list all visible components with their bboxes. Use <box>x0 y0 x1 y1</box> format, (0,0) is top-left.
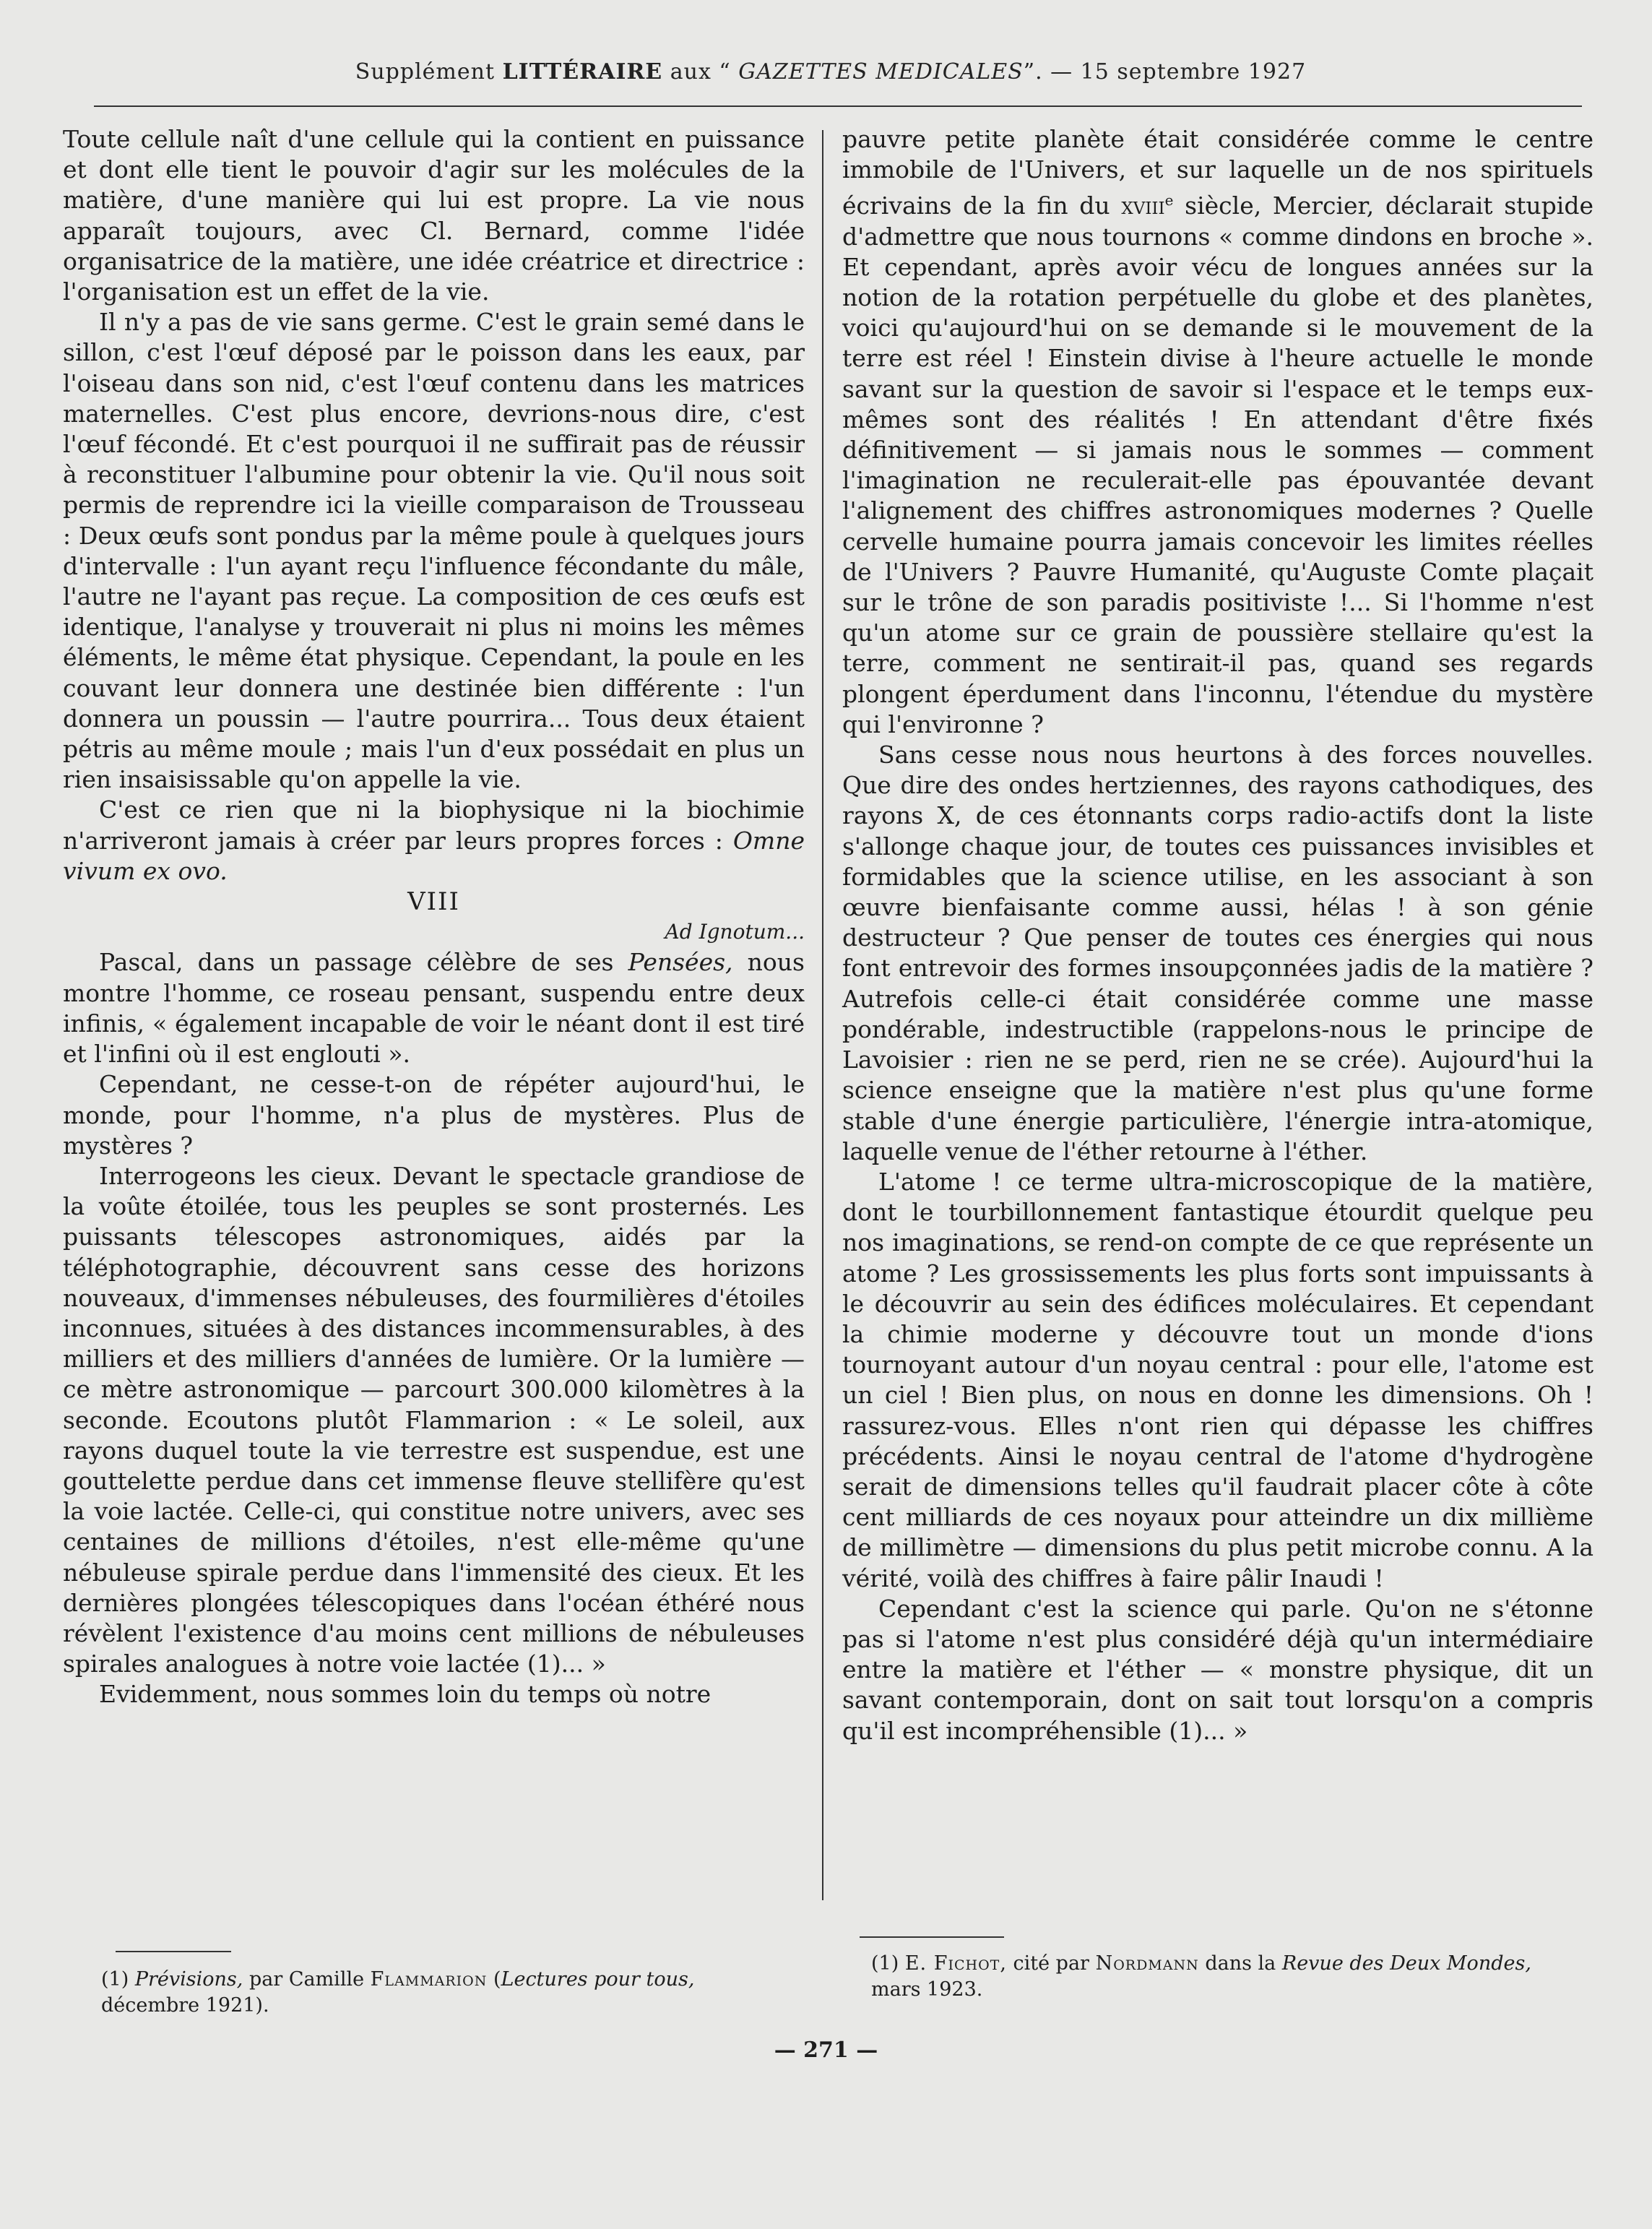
right-column <box>842 124 1593 1746</box>
footnote-right-mid: cité par <box>1013 1952 1089 1975</box>
paragraph-cell-origin: Toute cellule naît d'une cellule qui la contient en puissance et dont elle tient le pouvoir d'agir sur les molécules de la matière, d'une manière qui lui est propre. La vie nous apparaît toujours, avec Cl. Bernard, comme l'idée organisatrice de la matière, une idée créatrice et directrice : l'organisation est un effet de la vie. <box>63 125 805 306</box>
header-journal-name: GAZETTES MEDICALES <box>738 59 1024 85</box>
header-mid: aux “ <box>670 59 731 85</box>
section-number: VIII <box>407 887 460 917</box>
paragraph-mysteries: Cependant, ne cesse-t-on de répéter aujourd'hui, le monde, pour l'homme, n'a plus de mystères. Plus de mystères ? <box>63 1070 805 1160</box>
pensees-title: Pensées, <box>628 948 733 977</box>
paragraph-planet-lead: pauvre petite planète était considérée comme le centre immobile de l'Univers, et sur laquelle un de nos spirituels écrivains de la fin du <box>842 125 1593 220</box>
footnote-right-cited: Nordmann <box>1095 1952 1199 1975</box>
paragraph-planet <box>842 124 1593 740</box>
paragraph-omne-vivum <box>63 795 805 887</box>
footnote-left <box>101 1967 795 2019</box>
column-divider <box>822 130 823 1900</box>
footnote-right <box>871 1951 1586 2003</box>
paragraph-atome: L'atome ! ce terme ultra-microscopique de la matière, dont le tourbillonnement fantastique étourdit quelque peu nos imaginations, se rend-on compte de ce que représente un atome ? Les grossissements les plus forts sont impuissants à le découvrir au sein des édifices moléculaires. Et cependant la chimie moderne y découvre tout un monde d'ions tournoyant autour d'un noyau central : pour elle, l'atome est un ciel ! Bien plus, on nous en donne les dimensions. Oh ! rassurez-vous. Elles n'ont rien qui dépasse les chiffres précédents. Ainsi le noyau central de l'atome d'hydrogène serait de dimensions telles qu'il faudrait placer côte à côte cent milliards de ces noyaux pour atteindre un dix millième de millimètre — dimensions du plus petit microbe connu. A la vérité, voilà des chiffres à faire pâlir Inaudi ! <box>842 1167 1593 1592</box>
paragraph-pascal <box>63 947 805 1069</box>
paragraph-heavens: Interrogeons les cieux. Devant le spectacle grandiose de la voûte étoilée, tous les peuples se sont prosternés. Les puissants télescopes astronomiques, aidés par la téléphotographie, découvrent sans cesse des horizons nouveaux, d'immenses nébuleuses, des fourmilières d'étoiles inconnues, situées à des distances incommensurables, à des milliers et des milliers d'années de lumière. Or la lumière — ce mètre astronomique — parcourt 300.000 kilomètres à la seconde. Ecoutons plutôt Flammarion : « Le soleil, aux rayons duquel toute la vie terrestre est suspendue, est une gouttelette perdue dans cet immense fleuve stellifère qu'est la voie lactée. Celle-ci, qui constitue notre univers, avec ses centaines de millions d'étoiles, n'est elle-même qu'une nébuleuse spirale perdue dans l'immensité des cieux. Et les dernières plongées télescopiques dans l'océan éthéré nous révèlent l'existence d'au moins cent millions de nébuleuses spirales analogues à notre voie lactée (1)... » <box>63 1161 805 1678</box>
footnote-right-in: dans la <box>1205 1952 1276 1975</box>
header-prefix: Supplément <box>355 59 496 85</box>
footnote-left-by: par Camille <box>248 1968 365 1991</box>
footnote-left-date: décembre 1921). <box>101 1994 269 2017</box>
section-epigraph: Ad Ignotum... <box>665 920 805 944</box>
footnote-right-journal: Revue des Deux Mondes, <box>1281 1952 1531 1975</box>
footnote-left-title: Prévisions, <box>134 1968 243 1991</box>
paragraph-science: Cependant c'est la science qui parle. Qu'on ne s'étonne pas si l'atome n'est plus considéré déjà qu'un intermédiaire entre la matière et l'éther — « monstre physique, dit un savant contemporain, dont on sait tout lorsqu'on a compris qu'il est incompréhensible (1)... » <box>842 1594 1593 1745</box>
footnote-right-author: E. Fichot, <box>904 1952 1007 1975</box>
paragraph-omne-vivum-text: C'est ce rien que ni la biophysique ni la biochimie n'arriveront jamais à créer par leurs propres forces : <box>63 796 805 855</box>
footnote-left-number: (1) <box>101 1968 129 1991</box>
paragraph-forces: Sans cesse nous nous heurtons à des forces nouvelles. Que dire des ondes hertziennes, des rayons cathodiques, des rayons X, de ces étonnants corps radio-actifs dont la liste s'allonge chaque jour, de toutes ces puissances invisibles et formidables que la science utilise, en les associant à son œuvre bienfaisante comme aussi, hélas ! à son génie destructeur ? Que penser de toutes ces énergies qui nous font entrevoir des formes insoupçonnées jadis de la matière ? Autrefois celle-ci était considérée comme une masse pondérable, indestructible (rappelons-nous le principe de Lavoisier : rien ne se perd, rien ne se crée). Aujourd'hui la science enseigne que la matière n'est plus qu'une forme stable d'une énergie particulière, l'énergie intra-atomique, laquelle venue de l'éther retourne à l'éther. <box>842 741 1593 1165</box>
running-header <box>217 59 1445 85</box>
paragraph-pascal-lead: Pascal, dans un passage célèbre de ses <box>99 948 614 977</box>
paragraph-germ: Il n'y a pas de vie sans germe. C'est le grain semé dans le sillon, c'est l'œuf déposé par le poisson dans les eaux, par l'oiseau dans son nid, c'est l'œuf contenu dans les matrices maternelles. C'est plus encore, devrions-nous dire, c'est l'œuf fécondé. Et c'est pourquoi il ne suffirait pas de réussir à reconstituer l'albumine pour obtenir la vie. Qu'il nous soit permis de reprendre ici la vieille comparaison de Trousseau : Deux œufs sont pondus par la même poule à quelques jours d'intervalle : l'un ayant reçu l'influence fécondante du mâle, l'autre ne l'ayant pas reçue. La composition de ces œufs est identique, l'analyse y trouverait ni plus ni moins les mêmes éléments, le même état physique. Cependant, la poule en les couvant leur donnera une destinée bien différente : l'un donnera un poussin — l'autre pourrira... Tous deux étaient pétris au même moule ; mais l'un d'eux possédait en plus un rien insaisissable qu'on appelle la vie. <box>63 308 805 794</box>
header-rule <box>94 105 1582 107</box>
footnote-right-date: mars 1923. <box>871 1978 983 2001</box>
header-supplement-title: LITTÉRAIRE <box>502 59 663 85</box>
footnote-left-author: Flammarion <box>370 1968 488 1991</box>
footnote-rule-right <box>860 1936 1004 1938</box>
left-column <box>63 124 805 1710</box>
paragraph-pascal-rest: nous montre l'homme, ce roseau pensant, suspendu entre deux infinis, « également incapable de voir le néant dont il est tiré et l'infini où il est englouti ». <box>63 948 805 1069</box>
footnote-left-paren: ( <box>493 1968 501 1991</box>
paragraph-planet-rest: siècle, Mercier, déclarait stupide d'admettre que nous tournons « comme dindons en broche ». Et cependant, après avoir vécu de longues années sur la notion de la rotation perpétuelle du globe et des planètes, voici qu'aujourd'hui on se demande si le mouvement de la terre est réel ! Einstein divise à l'heure actuelle le monde savant sur la question de savoir si l'espace et le temps eux-mêmes sont des réalités ! En attendant d'être fixés définitivement — si jamais nous le sommes — comment l'imagination ne reculerait-elle pas épouvantée devant l'alignement des chiffres astronomiques modernes ? Quelle cervelle humaine pourra jamais concevoir les limites réelles de l'Univers ? Pauvre Humanité, qu'Auguste Comte plaçait sur le trône de son paradis positiviste !... Si l'homme n'est qu'un atome sur ce grain de poussière stellaire qu'est la terre, comment ne sentirait-il pas, quand ses regards plongent éperdument dans l'inconnu, l'étendue du mystère qui l'environne ? <box>842 191 1593 738</box>
footnote-left-source: Lectures pour tous, <box>501 1968 695 1991</box>
century-numeral: xviii <box>1121 191 1165 220</box>
footnote-rule-left <box>116 1951 231 1952</box>
header-date: ”. — 15 septembre 1927 <box>1023 59 1307 85</box>
century-suffix: e <box>1164 191 1174 210</box>
page-number: — 271 — <box>774 2038 878 2063</box>
latin-maxim: Omne vivum ex ovo. <box>63 826 805 885</box>
footnote-right-number: (1) <box>871 1952 899 1975</box>
paragraph-evidemment: Evidemment, nous sommes loin du temps où notre <box>99 1680 712 1709</box>
